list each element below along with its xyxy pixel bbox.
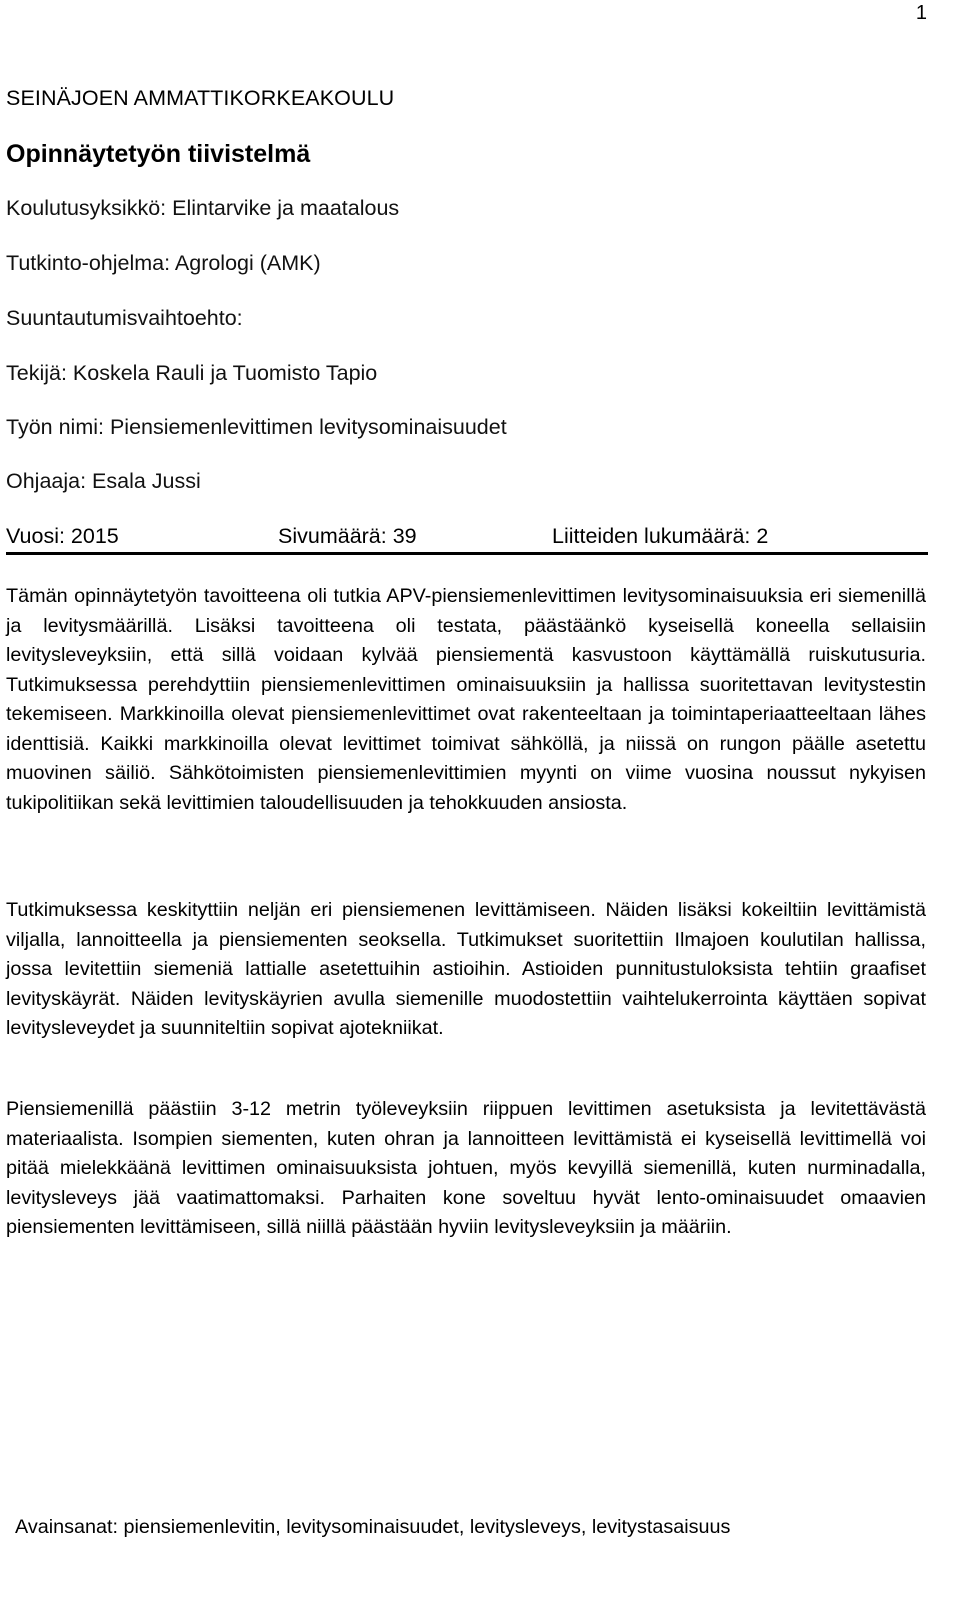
appendix-count: Liitteiden lukumäärä: 2 [552, 524, 769, 548]
school-name: SEINÄJOEN AMMATTIKORKEAKOULU [6, 86, 395, 110]
publication-details [6, 524, 928, 552]
keywords: Avainsanat: piensiemenlevitin, levitysominaisuudet, levitysleveys, levitystasaisuus [15, 1516, 731, 1538]
page-number: 1 [915, 2, 927, 24]
supervisor: Ohjaaja: Esala Jussi [6, 469, 201, 493]
specialization: Suuntautumisvaihtoehto: [6, 306, 243, 330]
page-count: Sivumäärä: 39 [278, 524, 417, 548]
abstract-paragraph-1: Tämän opinnäytetyön tavoitteena oli tutkia APV-piensiemenlevittimen levitysominaisuuksia eri siemenillä ja levitysmäärillä. Lisäksi tavoitteena oli testata, päästäänkö kyseisellä koneella sellaisiin levitysleveyksiin, että sillä voidaan kylvää piensiementä kasvustoon käyttämällä ruiskutusuria. Tutkimuksessa perehdyttiin piensiemenlevittimen ominaisuuksiin ja hallissa suoritettavan levitystestin tekemiseen. Markkinoilla olevat piensiemenlevittimet ovat rakenteeltaan ja toimintaperiaatteeltaan lähes identtisiä. Kaikki markkinoilla olevat levittimet toimivat sähköllä, ja niissä on rungon päälle asetettu muovinen säiliö. Sähkötoimisten piensiemenlevittimien myynti on viime vuosina noussut nykyisen tukipolitiikan sekä levittimien taloudellisuuden ja tehokkuuden ansiosta. [6, 585, 926, 814]
divider [6, 552, 928, 555]
abstract-paragraph-2: Tutkimuksessa keskityttiin neljän eri piensiemenen levittämiseen. Näiden lisäksi kokeiltiin levittämistä viljalla, lannoitteella ja piensiementen seoksella. Tutkimukset suoritettiin Ilmajoen koulutilan hallissa, jossa levitettiin siemeniä lattialle asetettuihin astioihin. Astioiden punnitustuloksista tehtiin graafiset levityskäyrät. Näiden levityskäyrien avulla siemenille muodostettiin vaihtelukerrointa käyttäen sopivat levitysleveydet ja suunniteltiin sopivat ajotekniikat. [6, 899, 926, 1039]
thesis-title: Työn nimi: Piensiemenlevittimen levitysominaisuudet [6, 415, 507, 439]
degree-program: Tutkinto-ohjelma: Agrologi (AMK) [6, 251, 321, 275]
page-title: Opinnäytetyön tiivistelmä [6, 140, 311, 168]
abstract-paragraph-3: Piensiemenillä päästiin 3-12 metrin työleveyksiin riippuen levittimen asetuksista ja levitettävästä materiaalista. Isompien siementen, kuten ohran ja lannoitteen levittämistä ei kyseisellä levittimellä voi pitää mielekkäänä levittimen ominaisuuksista johtuen, myös kevyillä siemenillä, kuten nurminadalla, levitysleveys jää vaatimattomaksi. Parhaiten kone soveltuu hyvät lento-ominaisuudet omaavien piensiementen levittämiseen, sillä niillä päästään hyviin levitysleveyksiin ja määriin. [6, 1098, 926, 1238]
authors: Tekijä: Koskela Rauli ja Tuomisto Tapio [6, 361, 378, 385]
year: Vuosi: 2015 [6, 524, 119, 548]
education-unit: Koulutusyksikkö: Elintarvike ja maatalous [6, 196, 400, 220]
